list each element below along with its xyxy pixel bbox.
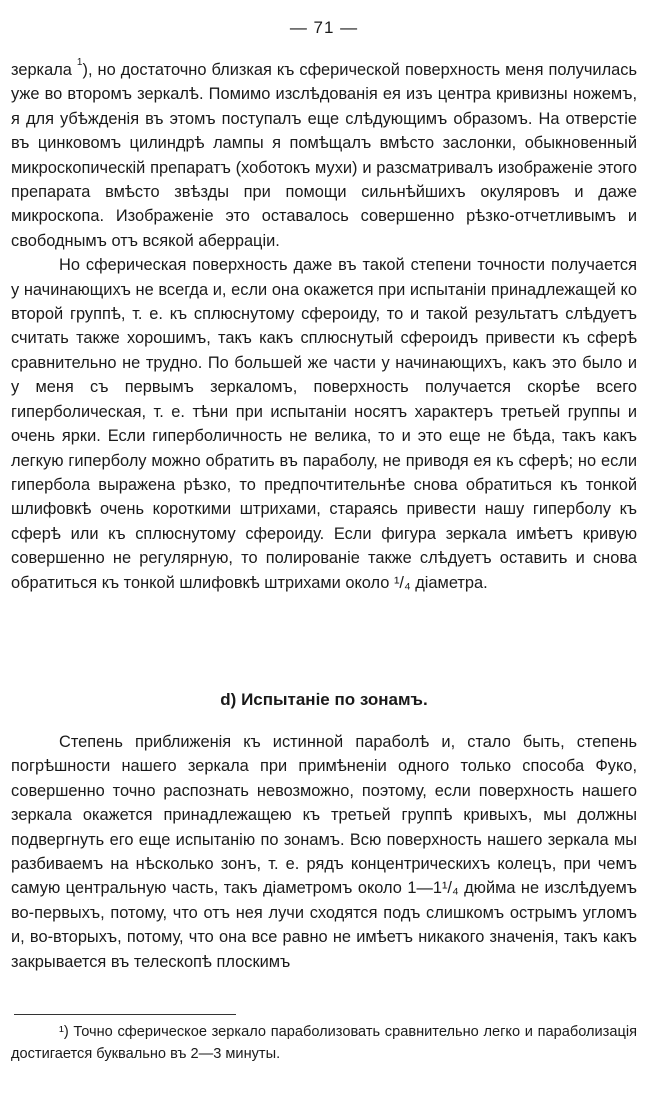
page-number: — 71 — bbox=[289, 18, 359, 37]
body-text-top bbox=[11, 58, 637, 595]
paragraph-text: Степень приближенія къ истинной параболѣ и, стало быть, степень погрѣшности нашего зеркала при примѣненіи одного только способа Фуко, совершенно точно распознать невозможно, поэтому, если поверхность нашего зеркала окажется принадлежащею къ третьей группѣ кривыхъ, мы должны подвергнуть его еще испытанію по зонамъ. Всю поверхность нашего зеркала мы разбиваемъ на нѣсколько зонъ, т. е. рядъ концентрическихъ колецъ, при чемъ самую центральную часть, такъ діаметромъ около 1—1¹/₄ дюйма не изслѣдуемъ во-первыхъ, потому, что отъ нея лучи сходятся подъ слишкомъ острымъ угломъ и, во-вторыхъ, потому, что она все равно не имѣетъ никакого значенія, такъ какъ закрывается въ телескопѣ плоскимъ bbox=[11, 733, 637, 971]
paragraph bbox=[11, 730, 637, 974]
section-heading: d) Испытаніе по зонамъ. bbox=[220, 690, 428, 709]
paragraph bbox=[11, 253, 637, 595]
footnote-mark: ¹) bbox=[59, 1024, 69, 1040]
paragraph-text: Но сферическая поверхность даже въ такой степени точности получается у начинающихъ не всегда и, если она окажется при испытаніи принадлежащей ко второй группѣ, т. е. къ сплюснутому сфероиду, то и такой результатъ слѣдуетъ считать также хорошимъ, такъ какъ сплюснутый сфероидъ привести къ сферѣ сравнительно не трудно. По большей же части у начинающихъ, какъ это было и у меня съ первымъ зеркаломъ, поверхность получается скорѣе всего гиперболическая, т. е. тѣни при испытаніи носятъ характеръ третьей группы и очень ярки. Если гиперболичность не велика, то и это еще не бѣда, такъ какъ легкую гиперболу можно обратить въ параболу, не приводя ея къ сферѣ; но если гипербола выражена рѣзко, то предпочтительнѣе снова обратиться къ тонкой шлифовкѣ очень короткими штрихами, стараясь привести нашу гиперболу къ сферѣ или къ сплюснутому сфероиду. Если фигура зеркала имѣетъ кривую совершенно не регулярную, то полированіе также слѣдуетъ оставить и снова обратиться къ тонкой шлифовкѣ штрихами около ¹/₄ діаметра. bbox=[11, 256, 637, 592]
paragraph-text: зеркала bbox=[11, 61, 77, 79]
footnote bbox=[11, 1022, 637, 1065]
footnote-reference: 1 bbox=[76, 57, 83, 68]
footnote-divider bbox=[14, 1014, 236, 1015]
paragraph bbox=[11, 58, 637, 253]
body-text-bottom bbox=[11, 730, 637, 974]
paragraph-text: ), но достаточно близкая къ сферической поверхность меня получилась уже во второмъ зеркалѣ. Помимо изслѣдованія ея изъ центра кривизны ножемъ, я для убѣжденія въ этомъ поступалъ еще слѣдующимъ образомъ. На отверстіе въ цинковомъ цилиндрѣ лампы я помѣщалъ вмѣсто заслонки, обыкновенный микроскопическій препаратъ (хоботокъ мухи) и разсматривалъ изображеніе этого препарата вмѣсто звѣзды при помощи сильнѣйшихъ окуляровъ и даже микроскопа. Изображеніе это оставалось совершенно рѣзко-отчетливымъ и свободнымъ отъ всякой аберраціи. bbox=[11, 61, 637, 250]
footnote-text: Точно сферическое зеркало параболизовать сравнительно легко и параболизація достигается буквально въ 2—3 минуты. bbox=[11, 1024, 637, 1062]
